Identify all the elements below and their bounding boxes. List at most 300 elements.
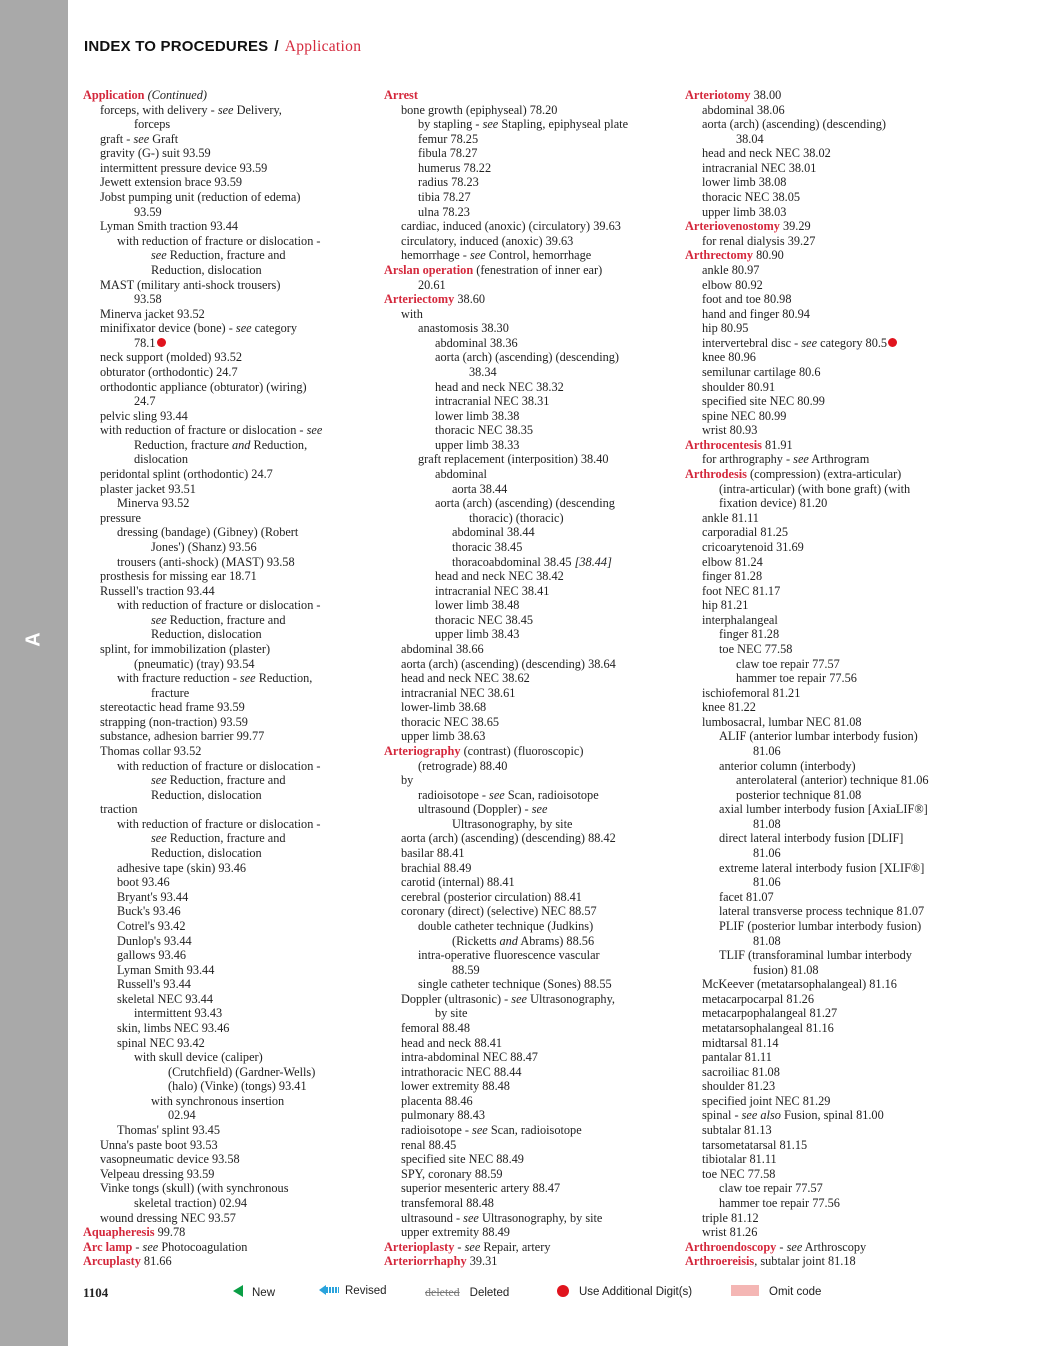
index-sub-entry xyxy=(83,555,373,570)
entry-text: ALIF (anterior lumbar interbody fusion) xyxy=(719,729,918,744)
index-sub-entry xyxy=(384,773,674,788)
entry-text: stereotactic head frame 93.59 xyxy=(100,700,245,715)
index-sub-entry xyxy=(83,861,373,876)
entry-text: thoracic) (thoracic) xyxy=(469,510,564,525)
entry-text: (Crutchfield) (Gardner-Wells) xyxy=(168,1064,316,1079)
index-sub-entry xyxy=(685,802,975,817)
entry-text: extreme lateral interbody fusion [XLIF®] xyxy=(719,860,925,875)
entry-text: Thomas collar 93.52 xyxy=(100,744,202,759)
entry-text: intermittent 93.43 xyxy=(134,1006,223,1021)
index-main-entry xyxy=(384,292,674,307)
entry-text: metacarpocarpal 81.26 xyxy=(702,991,814,1006)
index-sub-entry xyxy=(384,890,674,905)
additional-digit-dot-icon xyxy=(888,338,897,347)
index-sub-entry xyxy=(685,278,975,293)
index-sub-entry xyxy=(83,773,373,788)
main-term: Arcuplasty xyxy=(83,1254,141,1269)
index-sub-entry xyxy=(83,409,373,424)
index-sub-entry xyxy=(685,525,975,540)
index-sub-entry xyxy=(685,1211,975,1226)
index-sub-entry xyxy=(384,1006,674,1021)
entry-text: traction xyxy=(100,802,138,817)
index-sub-entry xyxy=(83,627,373,642)
index-sub-entry xyxy=(83,613,373,628)
entry-text: head and neck NEC 38.32 xyxy=(435,379,564,394)
index-sub-entry xyxy=(384,1181,674,1196)
index-sub-entry xyxy=(83,1196,373,1211)
entry-text: tibia 78.27 xyxy=(418,190,471,205)
index-sub-entry xyxy=(685,292,975,307)
index-sub-entry xyxy=(685,555,975,570)
entry-text: upper limb 38.03 xyxy=(702,204,787,219)
entry-text: cerebral (posterior circulation) 88.41 xyxy=(401,889,582,904)
entry-text: with reduction of fracture or dislocation - xyxy=(117,816,321,831)
index-sub-entry xyxy=(83,1211,373,1226)
entry-text: 99.78 xyxy=(154,1225,186,1240)
index-sub-entry xyxy=(384,977,674,992)
page-footer xyxy=(83,1285,1023,1303)
index-sub-entry xyxy=(685,1181,975,1196)
index-sub-entry xyxy=(685,627,975,642)
index-sub-entry xyxy=(685,234,975,249)
entry-text: finger 81.28 xyxy=(702,569,763,584)
index-sub-entry xyxy=(685,1021,975,1036)
main-term: Arteriorrhaphy xyxy=(384,1254,467,1269)
entry-text: cardiac, induced (anoxic) (circulatory) 39.63 xyxy=(401,219,621,234)
entry-text: SPY, coronary 88.59 xyxy=(401,1166,503,1181)
entry-text: intracranial NEC 38.41 xyxy=(435,583,550,598)
entry-text: head and neck 88.41 xyxy=(401,1035,503,1050)
index-sub-entry xyxy=(83,307,373,322)
index-main-entry xyxy=(384,1240,674,1255)
index-column-2 xyxy=(384,88,674,1269)
index-sub-entry xyxy=(685,409,975,424)
main-term: Application xyxy=(83,88,145,102)
entry-text: upper limb 38.43 xyxy=(435,627,520,642)
entry-text: ischiofemoral 81.21 xyxy=(702,685,801,700)
index-sub-entry xyxy=(83,1094,373,1109)
entry-text: Jones') (Shanz) 93.56 xyxy=(151,539,257,554)
index-sub-entry xyxy=(83,686,373,701)
index-main-entry xyxy=(384,88,674,103)
index-sub-entry xyxy=(384,365,674,380)
index-sub-entry xyxy=(384,759,674,774)
main-term: Arteriotomy xyxy=(685,88,751,102)
index-sub-entry xyxy=(384,175,674,190)
index-sub-entry xyxy=(83,1138,373,1153)
index-sub-entry xyxy=(685,161,975,176)
entry-text: fibula 78.27 xyxy=(418,146,478,161)
entry-text: (pneumatic) (tray) 93.54 xyxy=(134,656,255,671)
entry-text: ulna 78.23 xyxy=(418,204,470,219)
entry-text: upper extremity 88.49 xyxy=(401,1225,510,1240)
entry-text: by xyxy=(401,773,414,788)
index-sub-entry xyxy=(384,671,674,686)
entry-text: 81.08 xyxy=(753,816,781,831)
entry-text: facet 81.07 xyxy=(719,889,774,904)
index-sub-entry xyxy=(384,482,674,497)
index-sub-entry xyxy=(83,496,373,511)
entry-text: aorta (arch) (ascending) (descending) xyxy=(435,350,620,365)
entry-text: tibiotalar 81.11 xyxy=(702,1152,777,1167)
index-sub-entry xyxy=(384,569,674,584)
index-sub-entry xyxy=(384,511,674,526)
entry-text: with reduction of fracture or dislocation - xyxy=(117,233,321,248)
index-sub-entry xyxy=(685,584,975,599)
index-sub-entry xyxy=(685,948,975,963)
entry-text: axial lumber interbody fusion [AxiaLIF®] xyxy=(719,802,928,817)
entry-text: elbow 80.92 xyxy=(702,277,763,292)
index-sub-entry xyxy=(685,1079,975,1094)
entry-text: lateral transverse process technique 81.07 xyxy=(719,904,925,919)
index-sub-entry xyxy=(384,467,674,482)
index-sub-entry xyxy=(83,831,373,846)
entry-text: 38.34 xyxy=(469,364,497,379)
entry-text: graft - see Graft xyxy=(100,131,179,146)
page-header xyxy=(84,38,1014,56)
entry-text: trousers (anti-shock) (MAST) 93.58 xyxy=(117,554,295,569)
entry-text: (contrast) (fluoroscopic) xyxy=(460,744,584,759)
index-sub-entry xyxy=(685,919,975,934)
entry-text: 88.59 xyxy=(452,962,480,977)
entry-text: anastomosis 38.30 xyxy=(418,321,509,336)
legend-new-label: New xyxy=(252,1287,276,1299)
entry-text: triple 81.12 xyxy=(702,1210,759,1225)
index-sub-entry xyxy=(83,175,373,190)
index-sub-entry xyxy=(685,365,975,380)
index-sub-entry xyxy=(83,278,373,293)
entry-text: upper limb 38.63 xyxy=(401,729,486,744)
index-sub-entry xyxy=(83,948,373,963)
entry-text: see Reduction, fracture and xyxy=(151,773,286,788)
entry-text: for renal dialysis 39.27 xyxy=(702,233,816,248)
index-sub-entry xyxy=(685,977,975,992)
entry-text: radioisotope - see Scan, radioisotope xyxy=(418,787,599,802)
entry-text: Ultrasonography, by site xyxy=(452,816,573,831)
entry-text: (fenestration of inner ear) xyxy=(473,262,603,277)
index-sub-entry xyxy=(384,540,674,555)
entry-text: by site xyxy=(435,1006,468,1021)
header-section: Application xyxy=(284,38,362,55)
entry-text: Reduction, dislocation xyxy=(151,262,262,277)
index-main-entry xyxy=(384,263,674,278)
entry-text: 02.94 xyxy=(168,1108,196,1123)
entry-text: with reduction of fracture or dislocation - xyxy=(117,598,321,613)
index-sub-entry xyxy=(685,307,975,322)
entry-text: shoulder 80.91 xyxy=(702,379,776,394)
entry-text: ultrasound - see Ultrasonography, by site xyxy=(401,1210,603,1225)
index-sub-entry xyxy=(83,1167,373,1182)
side-tab xyxy=(0,0,68,1346)
entry-text: minifixator device (bone) - see category xyxy=(100,321,298,336)
index-sub-entry xyxy=(384,992,674,1007)
index-sub-entry xyxy=(83,1079,373,1094)
revised-arrow-icon xyxy=(319,1285,339,1295)
entry-text: prosthesis for missing ear 18.71 xyxy=(100,569,257,584)
entry-text: posterior technique 81.08 xyxy=(736,787,862,802)
entry-text: spinal - see also Fusion, spinal 81.00 xyxy=(702,1108,884,1123)
index-sub-entry xyxy=(685,744,975,759)
index-sub-entry xyxy=(685,773,975,788)
entry-text: hand and finger 80.94 xyxy=(702,306,810,321)
entry-text: Reduction, dislocation xyxy=(151,787,262,802)
entry-text: 93.59 xyxy=(134,204,162,219)
index-sub-entry xyxy=(384,219,674,234)
index-sub-entry xyxy=(83,817,373,832)
entry-text: (intra-articular) (with bone graft) (with xyxy=(719,481,911,496)
main-term: Arteriovenostomy xyxy=(685,219,780,234)
entry-text: Thomas' splint 93.45 xyxy=(117,1123,220,1138)
index-sub-entry xyxy=(83,117,373,132)
entry-text: substance, adhesion barrier 99.77 xyxy=(100,729,265,744)
index-sub-entry xyxy=(384,919,674,934)
main-term: Arteriography xyxy=(384,744,461,759)
index-sub-entry xyxy=(83,103,373,118)
entry-text: 81.06 xyxy=(753,875,781,890)
entry-text: 81.66 xyxy=(140,1254,172,1269)
index-sub-entry xyxy=(685,511,975,526)
index-sub-entry xyxy=(83,380,373,395)
index-sub-entry xyxy=(685,540,975,555)
index-sub-entry xyxy=(685,350,975,365)
index-sub-entry xyxy=(685,1065,975,1080)
legend-new xyxy=(233,1285,275,1299)
entry-text: with fracture reduction - see Reduction, xyxy=(117,671,313,686)
index-sub-entry xyxy=(83,365,373,380)
index-sub-entry xyxy=(685,263,975,278)
entry-text: hip 80.95 xyxy=(702,321,749,336)
main-term: Arthrectomy xyxy=(685,248,754,263)
index-sub-entry xyxy=(83,132,373,147)
entry-text: double catheter technique (Judkins) xyxy=(418,918,594,933)
index-sub-entry xyxy=(384,963,674,978)
legend-omit-code-label: Omit code xyxy=(769,1286,822,1298)
index-sub-entry xyxy=(83,977,373,992)
index-sub-entry xyxy=(83,540,373,555)
entry-text: , subtalar joint 81.18 xyxy=(754,1254,856,1269)
entry-text: spinal NEC 93.42 xyxy=(117,1035,205,1050)
index-sub-entry xyxy=(83,292,373,307)
entry-text: subtalar 81.13 xyxy=(702,1123,772,1138)
index-sub-entry xyxy=(384,1196,674,1211)
entry-text: femur 78.25 xyxy=(418,131,479,146)
index-main-entry xyxy=(83,88,373,103)
index-sub-entry xyxy=(685,423,975,438)
main-term: Aquapheresis xyxy=(83,1225,155,1240)
index-sub-entry xyxy=(685,642,975,657)
index-sub-entry xyxy=(384,861,674,876)
index-sub-entry xyxy=(83,190,373,205)
index-sub-entry xyxy=(685,482,975,497)
index-sub-entry xyxy=(83,161,373,176)
main-term: Arrest xyxy=(384,88,418,102)
index-sub-entry xyxy=(685,686,975,701)
index-sub-entry xyxy=(384,1094,674,1109)
index-sub-entry xyxy=(685,890,975,905)
index-sub-entry xyxy=(384,452,674,467)
index-sub-entry xyxy=(83,1050,373,1065)
entry-text: Doppler (ultrasonic) - see Ultrasonography, xyxy=(401,991,615,1006)
entry-text: Unna's paste boot 93.53 xyxy=(100,1137,218,1152)
entry-text: graft replacement (interposition) 38.40 xyxy=(418,452,609,467)
index-sub-entry xyxy=(384,555,674,570)
index-sub-entry xyxy=(83,1152,373,1167)
index-sub-entry xyxy=(384,934,674,949)
entry-text: toe NEC 77.58 xyxy=(702,1166,776,1181)
entry-text: dislocation xyxy=(134,452,188,467)
index-sub-entry xyxy=(83,584,373,599)
additional-digit-dot-icon xyxy=(557,1285,569,1297)
entry-text: PLIF (posterior lumbar interbody fusion) xyxy=(719,918,922,933)
entry-text: Buck's 93.46 xyxy=(117,904,181,919)
entry-text: abdominal 38.36 xyxy=(435,335,518,350)
index-sub-entry xyxy=(384,1225,674,1240)
entry-text: TLIF (transforaminal lumbar interbody xyxy=(719,948,912,963)
entry-text: claw toe repair 77.57 xyxy=(736,656,840,671)
entry-text: Jobst pumping unit (reduction of edema) xyxy=(100,190,301,205)
entry-text: hemorrhage - see Control, hemorrhage xyxy=(401,248,592,263)
entry-text: superior mesenteric artery 88.47 xyxy=(401,1181,561,1196)
index-sub-entry xyxy=(384,1138,674,1153)
entry-text: intracranial NEC 38.61 xyxy=(401,685,516,700)
main-term: Arc lamp xyxy=(83,1239,133,1254)
index-sub-entry xyxy=(685,963,975,978)
entry-text: head and neck NEC 38.62 xyxy=(401,671,530,686)
additional-digit-dot-icon xyxy=(157,338,166,347)
entry-text: hammer toe repair 77.56 xyxy=(736,671,857,686)
entry-text: lower limb 38.08 xyxy=(702,175,787,190)
index-sub-entry xyxy=(83,1123,373,1138)
index-sub-entry xyxy=(685,1036,975,1051)
entry-text: elbow 81.24 xyxy=(702,554,763,569)
index-sub-entry xyxy=(384,234,674,249)
index-sub-entry xyxy=(384,627,674,642)
index-sub-entry xyxy=(83,657,373,672)
index-sub-entry xyxy=(83,802,373,817)
index-sub-entry xyxy=(384,146,674,161)
entry-text: fusion) 81.08 xyxy=(753,962,819,977)
index-sub-entry xyxy=(685,321,975,336)
entry-text: fixation device) 81.20 xyxy=(719,496,828,511)
entry-text: with synchronous insertion xyxy=(151,1093,285,1108)
entry-text: hip 81.21 xyxy=(702,598,749,613)
entry-text: carotid (internal) 88.41 xyxy=(401,875,515,890)
index-sub-entry xyxy=(384,423,674,438)
index-sub-entry xyxy=(685,1196,975,1211)
entry-text: adhesive tape (skin) 93.46 xyxy=(117,860,247,875)
index-sub-entry xyxy=(83,219,373,234)
index-sub-entry xyxy=(384,1036,674,1051)
index-sub-entry xyxy=(83,1036,373,1051)
index-sub-entry xyxy=(83,1181,373,1196)
header-separator: / xyxy=(274,38,279,55)
index-sub-entry xyxy=(384,715,674,730)
entry-text: claw toe repair 77.57 xyxy=(719,1181,823,1196)
entry-text: thoracic NEC 38.65 xyxy=(401,714,500,729)
entry-text: upper limb 38.33 xyxy=(435,437,520,452)
index-sub-entry xyxy=(83,146,373,161)
entry-text: Reduction, dislocation xyxy=(151,846,262,861)
entry-text: head and neck NEC 38.02 xyxy=(702,146,831,161)
entry-text: gallows 93.46 xyxy=(117,948,186,963)
index-sub-entry xyxy=(83,467,373,482)
index-sub-entry xyxy=(384,117,674,132)
index-sub-entry xyxy=(384,1065,674,1080)
index-sub-entry xyxy=(685,613,975,628)
entry-text: Vinke tongs (skull) (with synchronous xyxy=(100,1181,289,1196)
entry-text: Russell's 93.44 xyxy=(117,977,191,992)
entry-text: spine NEC 80.99 xyxy=(702,408,787,423)
index-sub-entry xyxy=(83,336,373,351)
entry-text: 39.29 xyxy=(779,219,811,234)
index-sub-entry xyxy=(685,1123,975,1138)
entry-text: Jewett extension brace 93.59 xyxy=(100,175,243,190)
index-sub-entry xyxy=(384,642,674,657)
entry-text: see Reduction, fracture and xyxy=(151,612,286,627)
entry-text: radioisotope - see Scan, radioisotope xyxy=(401,1123,582,1138)
index-sub-entry xyxy=(83,700,373,715)
entry-text: intermittent pressure device 93.59 xyxy=(100,160,268,175)
entry-text: Reduction, fracture and Reduction, xyxy=(134,437,308,452)
index-sub-entry xyxy=(685,175,975,190)
index-sub-entry xyxy=(685,831,975,846)
entry-text: head and neck NEC 38.42 xyxy=(435,569,564,584)
index-main-entry xyxy=(83,1225,373,1240)
entry-text: metacarpophalangeal 81.27 xyxy=(702,1006,838,1021)
entry-text: circulatory, induced (anoxic) 39.63 xyxy=(401,233,574,248)
index-sub-entry xyxy=(83,452,373,467)
entry-text: 81.06 xyxy=(753,744,781,759)
index-sub-entry xyxy=(384,948,674,963)
main-term: Arthrocentesis xyxy=(685,437,762,452)
entry-text: foot and toe 80.98 xyxy=(702,292,792,307)
index-sub-entry xyxy=(83,759,373,774)
entry-text: carporadial 81.25 xyxy=(702,525,789,540)
entry-text: lower limb 38.48 xyxy=(435,598,520,613)
index-sub-entry xyxy=(384,161,674,176)
entry-text: foot NEC 81.17 xyxy=(702,583,781,598)
entry-text: 81.91 xyxy=(761,437,793,452)
index-sub-entry xyxy=(384,350,674,365)
index-sub-entry xyxy=(685,875,975,890)
entry-text: - see Repair, artery xyxy=(454,1239,551,1254)
index-sub-entry xyxy=(83,205,373,220)
new-triangle-icon xyxy=(233,1285,243,1297)
index-sub-entry xyxy=(384,394,674,409)
index-sub-entry xyxy=(685,846,975,861)
index-sub-entry xyxy=(384,409,674,424)
index-sub-entry xyxy=(83,671,373,686)
index-sub-entry xyxy=(83,788,373,803)
index-sub-entry xyxy=(685,132,975,147)
entry-text: by stapling - see Stapling, epiphyseal plate xyxy=(418,117,629,132)
index-sub-entry xyxy=(685,1006,975,1021)
index-sub-entry xyxy=(83,511,373,526)
entry-text: hammer toe repair 77.56 xyxy=(719,1195,840,1210)
entry-text: fracture xyxy=(151,685,190,700)
entry-text: aorta (arch) (ascending) (descending xyxy=(435,496,615,511)
entry-text: basilar 88.41 xyxy=(401,846,465,861)
index-sub-entry xyxy=(83,919,373,934)
index-sub-entry xyxy=(83,438,373,453)
index-sub-entry xyxy=(384,103,674,118)
index-sub-entry xyxy=(83,263,373,278)
entry-text: pulmonary 88.43 xyxy=(401,1108,486,1123)
entry-text: aorta (arch) (ascending) (descending) xyxy=(702,117,887,132)
entry-text: wound dressing NEC 93.57 xyxy=(100,1210,236,1225)
entry-text: specified joint NEC 81.29 xyxy=(702,1093,831,1108)
index-sub-entry xyxy=(685,569,975,584)
